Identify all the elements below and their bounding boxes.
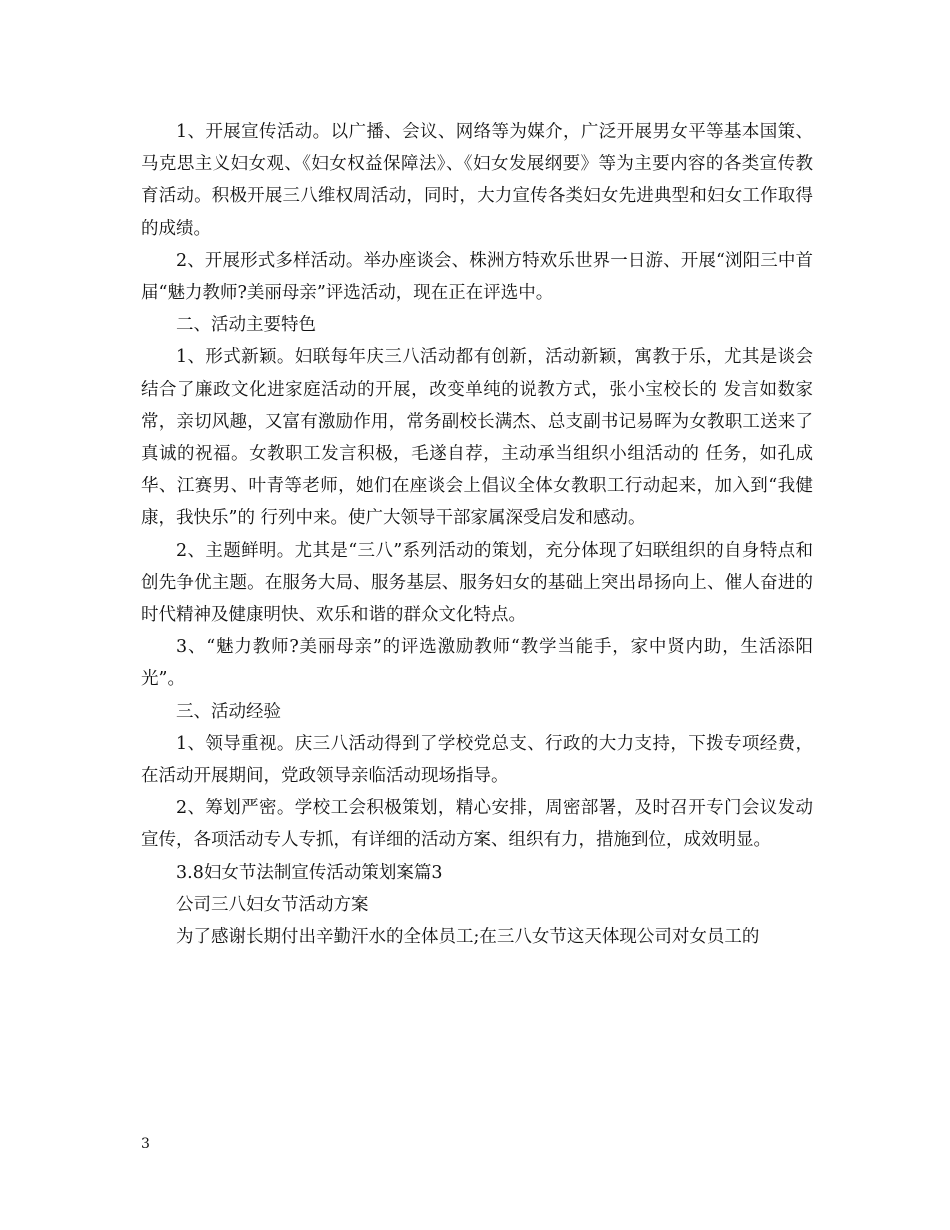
section-heading-experience: 三、活动经验 [176, 701, 281, 722]
paragraph-intro: 为了感谢长期付出辛勤汗水的全体员工;在三八女节这天体现公司对女员工的 [176, 927, 760, 948]
page-number: 3 [141, 1136, 150, 1152]
section-heading-features: 二、活动主要特色 [176, 315, 316, 336]
paragraph-novel-form: 1、形式新颖。妇联每年庆三八活动都有创新，活动新颖，寓教于乐，尤其是谈会结合了廉政文化进家庭活动的开展，改变单纯的说教方式，张小宝校长的 发言如数家常，亲切风趣，又富有激励作用，常务副校长满杰、总支副书记易晖为女教职工送来了真诚的祝福。女教职工发言积极，毛遂自荐，主动承当组织小组活动的 任务，如孔成华、江赛男、叶青等老师，她们在座谈会上倡议全体女教职工行动起来，加入到“我健康，我快乐”的 行列中来。使广大领导干部家属深受启发和感动。 [141, 347, 813, 529]
plan-title: 公司三八妇女节活动方案 [176, 894, 369, 915]
article-title: 3.8妇女节法制宣传活动策划案篇3 [176, 862, 443, 883]
document-body [141, 116, 813, 953]
paragraph-selection: 3、“魅力教师?美丽母亲”的评选激励教师“教学当能手，家中贤内助，生活添阳光”。 [141, 637, 813, 690]
paragraph-publicity: 1、开展宣传活动。以广播、会议、网络等为媒介，广泛开展男女平等基本国策、马克思主义妇女观、《妇女权益保障法》、《妇女发展纲要》等为主要内容的各类宣传教育活动。积极开展三八维权周活动，同时，大力宣传各类妇女先进典型和妇女工作取得的成绩。 [141, 122, 813, 239]
paragraph-leadership: 1、领导重视。庆三八活动得到了学校党总支、行政的大力支持，下拨专项经费，在活动开展期间，党政领导亲临活动现场指导。 [141, 733, 813, 787]
paragraph-activities: 2、开展形式多样活动。举办座谈会、株洲方特欢乐世界一日游、开展“浏阳三中首届“魅力教师?美丽母亲”评选活动，现在正在评选中。 [141, 250, 813, 304]
paragraph-planning: 2、筹划严密。学校工会积极策划，精心安排，周密部署，及时召开专门会议发动宣传，各项活动专人专抓，有详细的活动方案、组织有力，措施到位，成效明显。 [141, 798, 813, 851]
paragraph-clear-theme: 2、主题鲜明。尤其是“三八”系列活动的策划，充分体现了妇联组织的自身特点和创先争优主题。在服务大局、服务基层、服务妇女的基础上突出昂扬向上、催人奋进的时代精神及健康明快、欢乐和谐的群众文化特点。 [141, 540, 813, 626]
